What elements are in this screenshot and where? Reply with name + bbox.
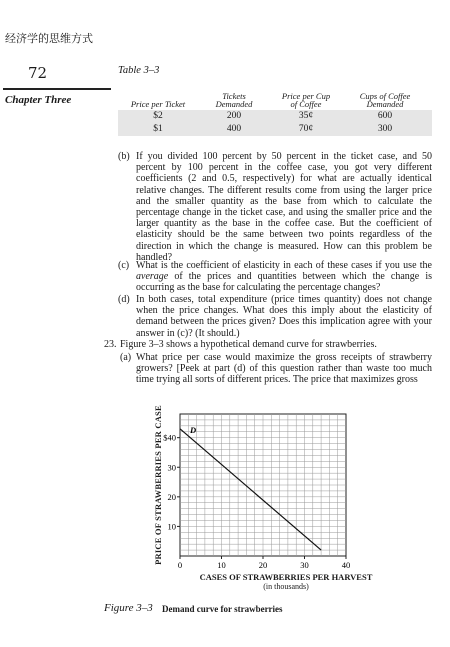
table-cell: $2 (153, 111, 163, 121)
item-b-label: (b) (118, 151, 130, 162)
table-cell: 300 (377, 124, 393, 134)
demand-curve-line (180, 429, 321, 550)
item-b-text: If you divided 100 percent by 50 percent in the ticket case, and 50 percent by 100 percent in the coffee case, you got very different coefficients (2 and 0.5, respectively) for what are actually identical relative changes. The different results come from using the larger price and the smaller quantity as the base from which to calculate the percentage change in the ticket case, and using the smaller price and the larger quantity as the base in the coffee case. But the coefficient of elasticity should be the same between two points regardless of the direction in which the change is measured. How can this problem be handled? (136, 151, 432, 263)
y-tick-label: 20 (167, 491, 176, 502)
y-tick-label: 30 (167, 462, 176, 473)
table-cell: $1 (153, 124, 163, 134)
header-line: Tickets (222, 91, 246, 101)
figure-y-axis-label-text: PRICE OF STRAWBERRIES PER CASE (152, 405, 163, 565)
header-line: Demanded (215, 99, 253, 109)
item-c-text-part: What is the coefficient of elasticity in each of these cases if you use the (136, 260, 432, 271)
table-cell: 400 (226, 124, 242, 134)
table-title: Table 3–3 (118, 65, 160, 76)
x-tick-label: 0 (177, 560, 183, 570)
item-a-label: (a) (120, 352, 132, 363)
header-line: Cups of Coffee (359, 91, 411, 101)
book-title: 经济学的思维方式 (5, 32, 93, 45)
page-number: 72 (28, 64, 48, 82)
question-23-text: Figure 3–3 shows a hypothetical demand curve for strawberries. (120, 339, 377, 350)
table-cell: 600 (377, 111, 393, 121)
x-tick-label: 40 (341, 560, 351, 570)
header-line: Demanded (366, 99, 404, 109)
table-cell: 200 (226, 111, 242, 121)
item-c-label: (c) (118, 260, 130, 271)
header-line: Price per Cup (281, 91, 331, 101)
y-tick-label: 10 (167, 521, 176, 532)
figure-caption-text: Demand curve for strawberries (162, 604, 283, 614)
table-cell: 35¢ (298, 111, 314, 121)
x-tick-label: 20 (258, 560, 268, 570)
figure-x-axis-unit: (in thousands) (263, 582, 309, 591)
figure-x-axis-label: CASES OF STRAWBERRIES PER HARVEST (199, 572, 373, 582)
figure-caption-number: Figure 3–3 (104, 602, 153, 614)
item-d-text: In both cases, total expenditure (price times quantity) does not change when the price changes. What does this imply about the elasticity of demand between the prices given? Does this implication agree with your answer in (c)? (It should.) (136, 294, 432, 339)
demand-curve-label: D (190, 424, 197, 435)
y-tick-label: $40 (163, 432, 176, 443)
item-a-text: What price per case would maximize the gross receipts of strawberry growers? [Peek at part (d) of this question rather than waste too much time trying all sorts of different prices. The price that maximizes gross (136, 352, 432, 386)
item-c-text-part: of the prices and quantities between which the change is occurring as the base for calculating the percentage changes? (136, 271, 432, 294)
x-tick-label: 10 (217, 560, 226, 570)
x-tick-label: 30 (300, 560, 309, 570)
header-line: Price per Ticket (130, 99, 186, 109)
chapter-label: Chapter Three (5, 94, 72, 106)
item-d-label: (d) (118, 294, 130, 305)
question-23-label: 23. (104, 339, 117, 350)
table-cell: 70¢ (298, 124, 314, 134)
header-line: of Coffee (290, 99, 322, 109)
item-c-emphasis: average (136, 271, 169, 283)
